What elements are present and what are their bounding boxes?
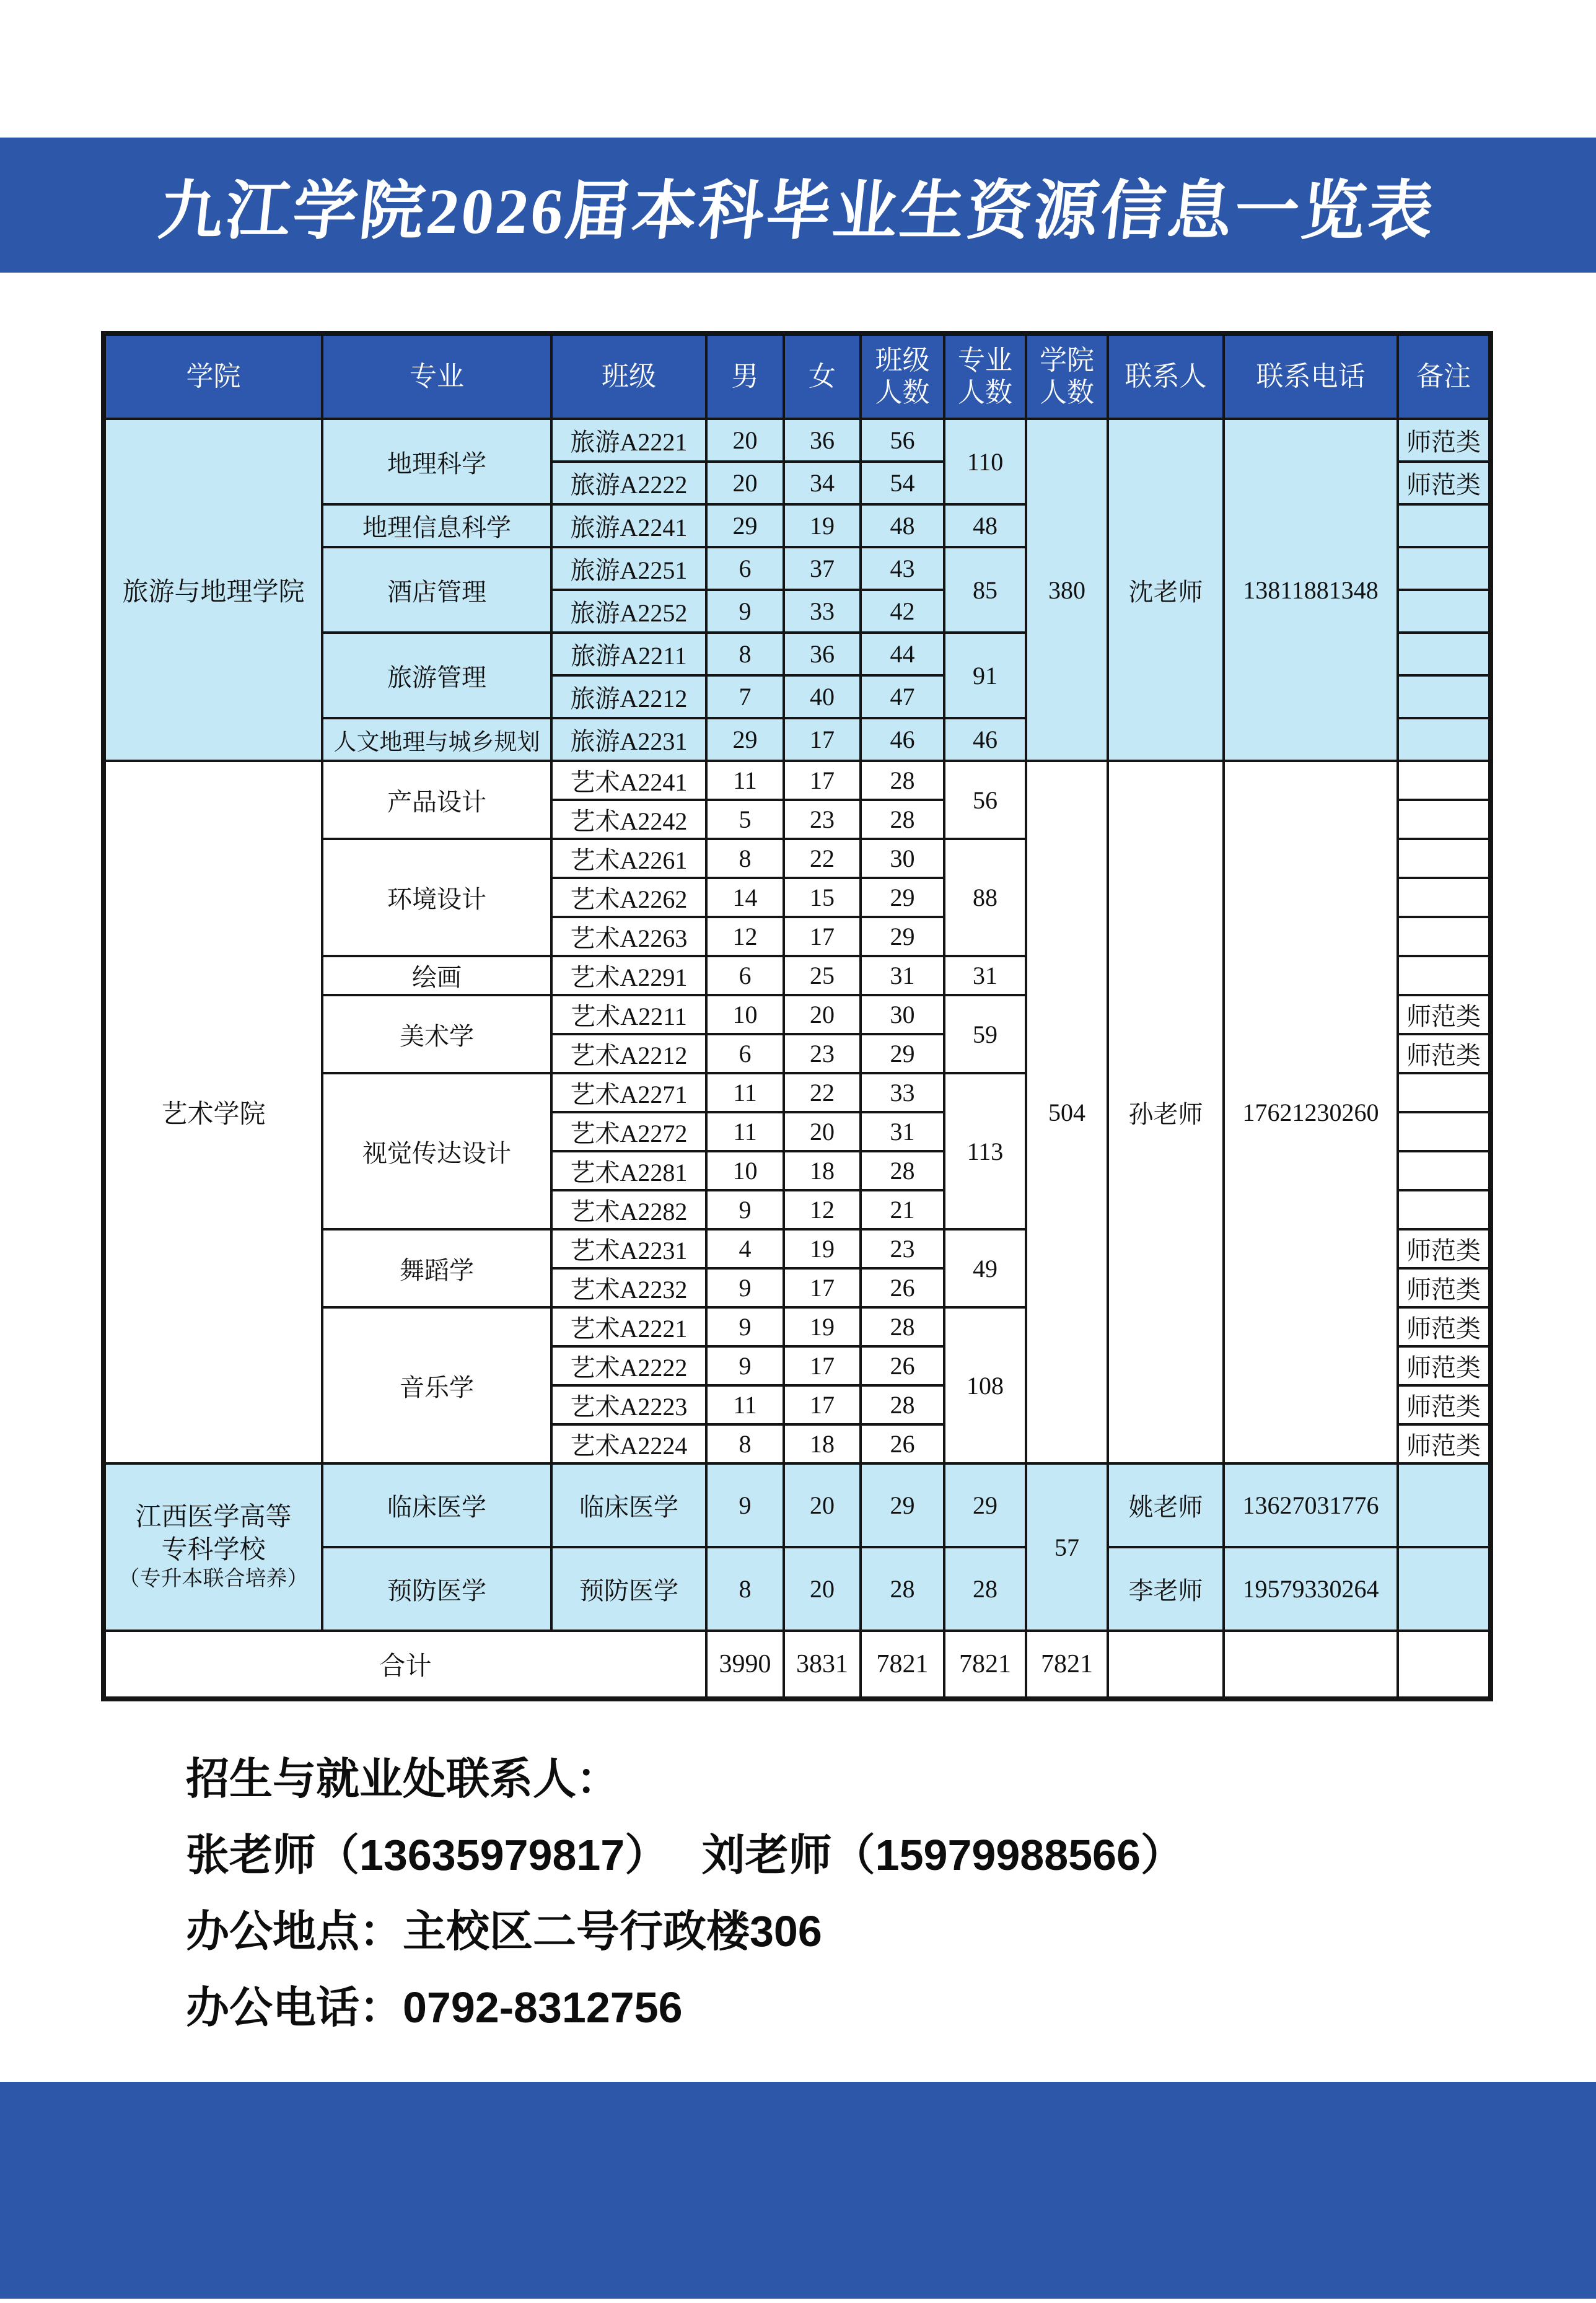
cell-remark: 师范类: [1398, 1268, 1491, 1307]
cell-major-size: 29: [944, 1463, 1026, 1547]
cell-class-size: 28: [861, 1307, 944, 1346]
cell-female: 19: [784, 1229, 861, 1268]
col-header-major-size: 专业人数: [944, 333, 1026, 419]
cell-major-size: 91: [944, 633, 1026, 718]
cell-major-size: 56: [944, 761, 1026, 839]
cell-class-size: 30: [861, 839, 944, 878]
cell-female: 23: [784, 800, 861, 839]
cell-remark: [1398, 633, 1491, 675]
cell-female: 40: [784, 675, 861, 718]
cell-class-size: 26: [861, 1268, 944, 1307]
cell-class-size: 46: [861, 718, 944, 761]
cell-class: 艺术A2222: [551, 1346, 706, 1385]
cell-female: 18: [784, 1424, 861, 1463]
cell-major-size: 110: [944, 419, 1026, 504]
cell-class: 艺术A2223: [551, 1385, 706, 1424]
cell-major: 音乐学: [322, 1307, 551, 1463]
col-header-phone: 联系电话: [1224, 333, 1398, 419]
col-header-class: 班级: [551, 333, 706, 419]
cell-female: 37: [784, 547, 861, 590]
cell-class: 艺术A2281: [551, 1151, 706, 1190]
cell-male: 9: [706, 1346, 784, 1385]
cell-class-size: 28: [861, 1547, 944, 1631]
cell-total-major-size: 7821: [944, 1631, 1026, 1699]
cell-remark: [1398, 1190, 1491, 1229]
col-header-female: 女: [784, 333, 861, 419]
cell-female: 19: [784, 1307, 861, 1346]
cell-class-size: 29: [861, 878, 944, 917]
cell-female: 25: [784, 956, 861, 995]
cell-college: 艺术学院: [103, 761, 322, 1463]
footer-line-office-contact: 招生与就业处联系人：: [186, 1755, 620, 1803]
cell-male: 8: [706, 1547, 784, 1631]
college-name-line: 江西医学高等: [135, 1503, 292, 1532]
cell-college-size: 504: [1026, 761, 1108, 1463]
cell-female: 36: [784, 633, 861, 675]
cell-remark: 师范类: [1398, 1229, 1491, 1268]
cell-class: 艺术A2224: [551, 1424, 706, 1463]
cell-female: 22: [784, 1073, 861, 1112]
cell-remark: [1398, 504, 1491, 547]
cell-class: 艺术A2221: [551, 1307, 706, 1346]
cell-female: 33: [784, 590, 861, 633]
cell-female: 17: [784, 917, 861, 956]
cell-male: 4: [706, 1229, 784, 1268]
cell-college: [103, 1463, 322, 1631]
cell-class: 旅游A2241: [551, 504, 706, 547]
cell-class: 艺术A2242: [551, 800, 706, 839]
table-row: [103, 1463, 1491, 1547]
cell-class-size: 26: [861, 1346, 944, 1385]
cell-male: 29: [706, 718, 784, 761]
cell-major: 预防医学: [322, 1547, 551, 1631]
cell-male: 11: [706, 1073, 784, 1112]
cell-total-label: 合计: [103, 1631, 706, 1699]
cell-major: 酒店管理: [322, 547, 551, 633]
cell-major: 环境设计: [322, 839, 551, 956]
cell-male: 9: [706, 590, 784, 633]
cell-male: 11: [706, 1112, 784, 1151]
cell-class: 艺术A2241: [551, 761, 706, 800]
cell-class: 艺术A2262: [551, 878, 706, 917]
col-header-remark: 备注: [1398, 333, 1491, 419]
cell-remark: [1398, 800, 1491, 839]
cell-remark: [1398, 547, 1491, 590]
cell-male: 20: [706, 419, 784, 462]
cell-major-size: 59: [944, 995, 1026, 1073]
cell-class-size: 43: [861, 547, 944, 590]
cell-male: 9: [706, 1463, 784, 1547]
cell-remark: [1398, 917, 1491, 956]
cell-class-size: 56: [861, 419, 944, 462]
cell-remark: [1398, 675, 1491, 718]
cell-class-size: 29: [861, 917, 944, 956]
cell-female: 20: [784, 1112, 861, 1151]
col-header-class-size: 班级人数: [861, 333, 944, 419]
cell-remark: [1398, 1073, 1491, 1112]
cell-female: 17: [784, 761, 861, 800]
cell-phone: 19579330264: [1224, 1547, 1398, 1631]
cell-class-size: 44: [861, 633, 944, 675]
cell-major-size: 46: [944, 718, 1026, 761]
cell-male: 7: [706, 675, 784, 718]
cell-class-size: 28: [861, 800, 944, 839]
cell-remark: [1398, 590, 1491, 633]
cell-remark: 师范类: [1398, 1385, 1491, 1424]
cell-female: 20: [784, 995, 861, 1034]
cell-male: 5: [706, 800, 784, 839]
cell-remark: 师范类: [1398, 995, 1491, 1034]
cell-major-size: 49: [944, 1229, 1026, 1307]
cell-class: 艺术A2261: [551, 839, 706, 878]
cell-class: 临床医学: [551, 1463, 706, 1547]
cell-class: 艺术A2231: [551, 1229, 706, 1268]
cell-college-size: 380: [1026, 419, 1108, 761]
cell-remark: 师范类: [1398, 419, 1491, 462]
cell-class-size: 30: [861, 995, 944, 1034]
cell-class-size: 28: [861, 1385, 944, 1424]
cell-class: 艺术A2272: [551, 1112, 706, 1151]
cell-male: 9: [706, 1190, 784, 1229]
cell-major: 旅游管理: [322, 633, 551, 718]
cell-class: 旅游A2221: [551, 419, 706, 462]
col-header-male: 男: [706, 333, 784, 419]
cell-class-size: 28: [861, 1151, 944, 1190]
totals-row: [103, 1631, 1491, 1699]
footer-line-office-location: 办公地点：主校区二号行政楼306: [186, 1907, 822, 1955]
cell-male: 6: [706, 1034, 784, 1073]
cell-female: 20: [784, 1463, 861, 1547]
cell-male: 8: [706, 633, 784, 675]
cell-female: 17: [784, 718, 861, 761]
cell-male: 9: [706, 1307, 784, 1346]
cell-class-size: 48: [861, 504, 944, 547]
cell-contact: 李老师: [1108, 1547, 1224, 1631]
cell-class: 艺术A2212: [551, 1034, 706, 1073]
cell-total-college-size: 7821: [1026, 1631, 1108, 1699]
cell-class: 旅游A2211: [551, 633, 706, 675]
cell-female: 20: [784, 1547, 861, 1631]
cell-class: 艺术A2271: [551, 1073, 706, 1112]
header-row: [103, 333, 1491, 419]
cell-male: 14: [706, 878, 784, 917]
cell-major-size: 31: [944, 956, 1026, 995]
cell-major: 绘画: [322, 956, 551, 995]
cell-female: 22: [784, 839, 861, 878]
cell-female: 12: [784, 1190, 861, 1229]
cell-male: 9: [706, 1268, 784, 1307]
cell-male: 12: [706, 917, 784, 956]
cell-female: 17: [784, 1268, 861, 1307]
cell-major-size: 113: [944, 1073, 1026, 1229]
cell-major: 美术学: [322, 995, 551, 1073]
cell-female: 34: [784, 462, 861, 504]
cell-contact: 姚老师: [1108, 1463, 1224, 1547]
cell-class: 艺术A2263: [551, 917, 706, 956]
cell-total-female: 3831: [784, 1631, 861, 1699]
cell-total-male: 3990: [706, 1631, 784, 1699]
cell-major: 人文地理与城乡规划: [322, 718, 551, 761]
cell-class: 旅游A2231: [551, 718, 706, 761]
cell-remark: 师范类: [1398, 1424, 1491, 1463]
cell-class: 艺术A2232: [551, 1268, 706, 1307]
cell-remark: [1398, 878, 1491, 917]
cell-remark: 师范类: [1398, 1346, 1491, 1385]
cell-male: 11: [706, 1385, 784, 1424]
cell-major-size: 48: [944, 504, 1026, 547]
cell-major: 地理信息科学: [322, 504, 551, 547]
cell-male: 8: [706, 1424, 784, 1463]
title-banner: [0, 138, 1596, 273]
cell-remark: [1398, 839, 1491, 878]
cell-contact: 沈老师: [1108, 419, 1224, 761]
cell-female: 36: [784, 419, 861, 462]
cell-remark: [1398, 761, 1491, 800]
cell-female: 18: [784, 1151, 861, 1190]
cell-major: 产品设计: [322, 761, 551, 839]
cell-remark: [1398, 1463, 1491, 1547]
cell-remark: [1398, 1547, 1491, 1631]
cell-class-size: 54: [861, 462, 944, 504]
cell-phone: 13627031776: [1224, 1463, 1398, 1547]
cell-remark: [1398, 956, 1491, 995]
cell-male: 11: [706, 761, 784, 800]
cell-major: 舞蹈学: [322, 1229, 551, 1307]
cell-class-size: 31: [861, 1112, 944, 1151]
table-row: [103, 761, 1491, 800]
cell-remark: 师范类: [1398, 1307, 1491, 1346]
col-header-major: 专业: [322, 333, 551, 419]
cell-class: 旅游A2222: [551, 462, 706, 504]
cell-female: 15: [784, 878, 861, 917]
cell-class: 旅游A2251: [551, 547, 706, 590]
cell-class: 艺术A2282: [551, 1190, 706, 1229]
col-header-contact: 联系人: [1108, 333, 1224, 419]
cell-remark: [1398, 718, 1491, 761]
cell-total-class-size: 7821: [861, 1631, 944, 1699]
col-header-college-size: 学院人数: [1026, 333, 1108, 419]
cell-female: 17: [784, 1346, 861, 1385]
cell-male: 20: [706, 462, 784, 504]
footer-contacts: [186, 1741, 1184, 2046]
cell-class-size: 31: [861, 956, 944, 995]
page-title: 九江学院2026届本科毕业生资源信息一览表: [155, 176, 1439, 247]
table-row: [103, 419, 1491, 462]
cell-female: 19: [784, 504, 861, 547]
cell-phone: 17621230260: [1224, 761, 1398, 1463]
cell-male: 6: [706, 956, 784, 995]
college-name-line: 专科学校: [161, 1535, 266, 1564]
cell-class-size: 21: [861, 1190, 944, 1229]
cell-remark: 师范类: [1398, 462, 1491, 504]
cell-class-size: 23: [861, 1229, 944, 1268]
cell-class-size: 29: [861, 1463, 944, 1547]
cell-remark: [1398, 1112, 1491, 1151]
cell-female: 17: [784, 1385, 861, 1424]
cell-class: 艺术A2291: [551, 956, 706, 995]
cell-remark: [1398, 1151, 1491, 1190]
cell-college: 旅游与地理学院: [103, 419, 322, 761]
cell-remark: 师范类: [1398, 1034, 1491, 1073]
cell-major-size: 88: [944, 839, 1026, 956]
cell-class: 旅游A2212: [551, 675, 706, 718]
cell-major-size: 28: [944, 1547, 1026, 1631]
cell-class-size: 26: [861, 1424, 944, 1463]
cell-phone: 13811881348: [1224, 419, 1398, 761]
cell-class-size: 28: [861, 761, 944, 800]
cell-male: 10: [706, 995, 784, 1034]
graduates-table: [101, 331, 1493, 1701]
cell-empty: [1108, 1631, 1224, 1699]
cell-female: 23: [784, 1034, 861, 1073]
cell-college-size: 57: [1026, 1463, 1108, 1631]
cell-class: 预防医学: [551, 1547, 706, 1631]
cell-major-size: 85: [944, 547, 1026, 633]
cell-empty: [1224, 1631, 1398, 1699]
cell-major: 地理科学: [322, 419, 551, 504]
cell-class: 旅游A2252: [551, 590, 706, 633]
cell-class-size: 33: [861, 1073, 944, 1112]
footer-line-office-phone: 办公电话：0792-8312756: [186, 1983, 683, 2032]
cell-class: 艺术A2211: [551, 995, 706, 1034]
cell-major: 视觉传达设计: [322, 1073, 551, 1229]
cell-major: 临床医学: [322, 1463, 551, 1547]
cell-male: 29: [706, 504, 784, 547]
cell-contact: 孙老师: [1108, 761, 1224, 1463]
cell-male: 8: [706, 839, 784, 878]
cell-major-size: 108: [944, 1307, 1026, 1463]
cell-male: 10: [706, 1151, 784, 1190]
cell-class-size: 29: [861, 1034, 944, 1073]
cell-empty: [1398, 1631, 1491, 1699]
college-name-note: （专升本联合培养）: [118, 1568, 309, 1591]
bottom-banner: [0, 2082, 1596, 2299]
cell-class-size: 42: [861, 590, 944, 633]
footer-line-teachers: 张老师（13635979817） 刘老师（15979988566）: [186, 1831, 1184, 1879]
col-header-college: 学院: [103, 333, 322, 419]
cell-class-size: 47: [861, 675, 944, 718]
cell-male: 6: [706, 547, 784, 590]
